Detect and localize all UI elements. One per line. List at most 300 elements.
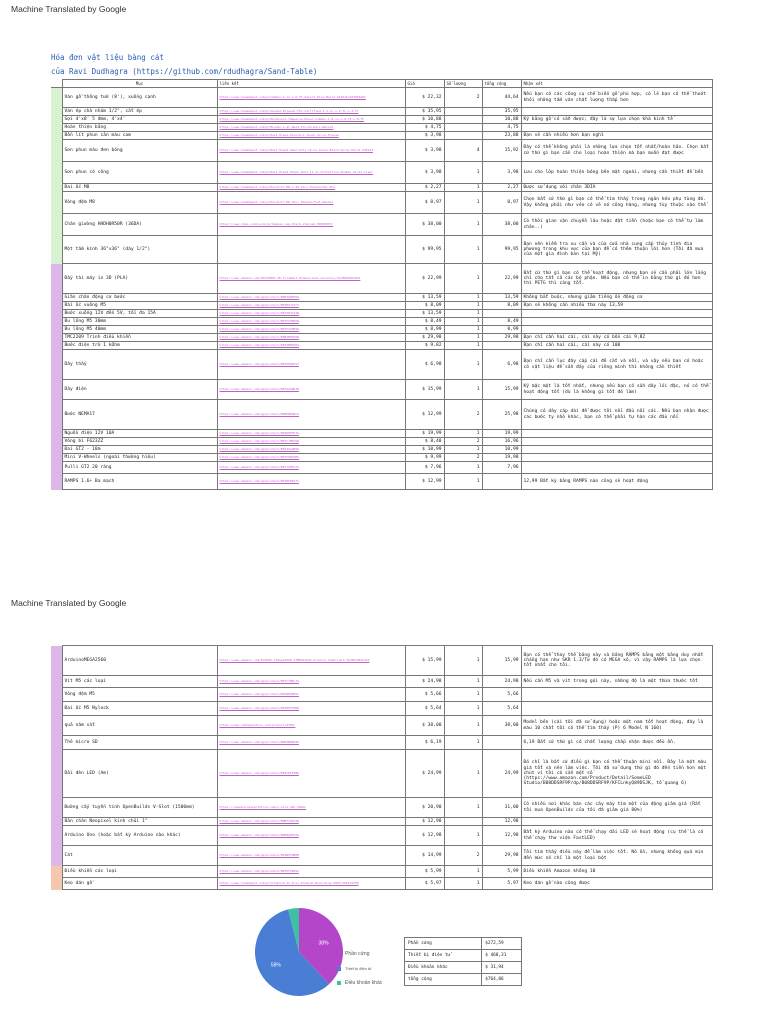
table-row (51, 380, 712, 400)
item-link[interactable]: https://www.amazon.com/gp/product/B00PNEQKC0 (217, 400, 405, 430)
item-name: Vít M5 các loại (62, 676, 217, 688)
table-row (51, 124, 712, 132)
item-price: $ 99,95 (405, 236, 444, 264)
table-row (51, 716, 712, 736)
item-note: Không bắt buộc, nhưng giảm tiếng ồn động cơ (521, 294, 712, 302)
item-link[interactable]: https://www.homedepot.com/p/Rust-Oleum-Specialty-12-oz-Gloss-Black-Spray-Paint-249122 (217, 140, 405, 162)
item-name: Bước NEMA17 (62, 400, 217, 430)
item-link[interactable]: https://www.amazon.com/ELEGOO-ATmega2560-ATMEGA16U2-Arduino-Compliant/dp/B01H4ZLZLQ (217, 646, 405, 676)
item-price: $ 22,99 (405, 264, 444, 294)
item-total: 24,98 (482, 676, 521, 688)
item-note: Có nhiều nơi khác bán các cây mày tìm một của động giảm giá (Rất tôi mua OpenBuilds của tôi đã giảm giá 80%) (521, 798, 712, 818)
item-link[interactable]: https://www.homedepot.com/p/Common-1-in-x-6-ft-Select-Pine-Board-914916/203056401 (217, 88, 405, 108)
legend-label: Thiết bị điện tử (345, 966, 372, 971)
category-band-purple (51, 646, 62, 866)
item-name: Vòng đệm M5 (62, 688, 217, 702)
item-qty: 1 (444, 334, 482, 342)
item-qty: 1 (444, 736, 482, 750)
item-total: 2,27 (482, 184, 521, 192)
item-link[interactable]: https://www.homedepot.com/p/Titebond-II-8-oz-Premium-Wood-Glue-5003/100122258 (217, 878, 405, 890)
item-price: $ 8,49 (405, 318, 444, 326)
item-price: $ 15,99 (405, 646, 444, 676)
item-total: 99,95 (482, 236, 521, 264)
item-note: Bạn chỉ cần hai cái, cái này có bốn cái 9,82 (521, 334, 712, 342)
table-row (51, 214, 712, 236)
item-price: $ 7,96 (405, 462, 444, 474)
item-name: Đai ốc M8 (62, 184, 217, 192)
item-link[interactable]: https://www.amazon.com/gp/product/B07FZZ8QVN (217, 318, 405, 326)
bill-of-materials-table-page2 (51, 645, 713, 890)
table-row (51, 400, 712, 430)
table-row (51, 646, 712, 676)
item-note (521, 318, 712, 326)
summary-row (405, 974, 522, 986)
item-link[interactable]: https://www.amazon.com/gp/product/B07H9J3JCY (217, 302, 405, 310)
chart-legend (337, 951, 382, 995)
item-total: 4,75 (482, 124, 521, 132)
item-link[interactable]: https://www.amazon.com/HATCHBOX-3D-Filament-Dimensional-Accuracy/dp/B00J0ECR5I (217, 264, 405, 294)
item-link[interactable]: https://www.homedepot.com/p/Everbilt-M8-1-25-Zinc-Plated-Hex-Nut (217, 184, 405, 192)
item-price: $ 10,99 (405, 446, 444, 454)
item-total: 44,64 (482, 88, 521, 108)
header-blank (51, 80, 62, 88)
item-name: Ván gỗ thông tườ (8'), xuống cạnh (62, 88, 217, 108)
item-total: 10,88 (482, 116, 521, 124)
table-row (51, 866, 712, 878)
item-price: $ 0,97 (405, 192, 444, 214)
item-note: Kỹ bằng gỗ có sẵn được; đây là sự lựa chọn khá kinh tế (521, 116, 712, 124)
table-row (51, 326, 712, 334)
table-row (51, 446, 712, 454)
item-link[interactable]: https://www.amazon.com/gp/product/B01D8FM71S (217, 430, 405, 438)
item-qty: 1 (444, 380, 482, 400)
item-qty: 1 (444, 318, 482, 326)
legend-swatch (337, 967, 341, 971)
header-qty: Số lượng (444, 80, 482, 88)
item-link[interactable] (217, 236, 405, 264)
item-link[interactable]: https://www.amazon.com/gp/product/B07G2SWDJ8 (217, 380, 405, 400)
cost-breakdown-chart (233, 884, 401, 1020)
item-total: 13,59 (482, 294, 521, 302)
summary-row (405, 962, 522, 974)
item-name: Bước điện trở 1 kOhm (62, 342, 217, 350)
table-row (51, 438, 712, 446)
item-link[interactable]: https://www.amazon.com/gp/product/B06XQWMT6Q (217, 294, 405, 302)
item-total: 35,95 (482, 108, 521, 116)
item-price: $ 13,59 (405, 294, 444, 302)
item-total: 6,98 (482, 350, 521, 380)
item-name: Arduino Uno (hoặc bất kỳ Arduino nào khác) (62, 826, 217, 846)
item-qty (444, 108, 482, 116)
summary-label: Điều khoản khác (405, 962, 482, 974)
item-total: 38,00 (482, 214, 521, 236)
item-qty: 1 (444, 878, 482, 890)
header-note: Nhận xét (521, 80, 712, 88)
table-row (51, 132, 712, 140)
legend-item-hardware (337, 951, 382, 957)
item-name: Vòng bi F623ZZ (62, 438, 217, 446)
item-link[interactable]: https://www.homedepot.com/p/Sanded-Plywood-FSC-Certified-1-2-in-x-2-ft-x-4-ft (217, 108, 405, 116)
legend-label: Điều khoản khác (345, 980, 383, 986)
item-qty: 1 (444, 750, 482, 798)
item-qty: 1 (444, 688, 482, 702)
item-price: $ 5,99 (405, 866, 444, 878)
legend-item-electronics (337, 966, 382, 971)
table-row (51, 350, 712, 380)
document-subtitle: của Ravi Dudhagra (https://github.com/rdudhagra/Sand-Table) (51, 67, 318, 76)
item-name: Mini V-Wheels (ngoài thường hiệu) (62, 454, 217, 462)
item-note: Tôi tìm thấy điều này để làm việc tốt. Nó ổn, nhưng không quá mịn đến mức nó chỉ là một loại bột (521, 846, 712, 866)
item-qty: 2 (444, 88, 482, 108)
item-total: 10,99 (482, 446, 521, 454)
header-item: Mục (62, 80, 217, 88)
item-total (482, 474, 521, 490)
item-qty: 1 (444, 798, 482, 818)
item-link[interactable]: https://www.amazon.com/gp/product/B0BY3VKLV8 (217, 818, 405, 826)
item-total: 29,98 (482, 846, 521, 866)
item-price: $ 5,97 (405, 878, 444, 890)
item-name: Đai GT2 - 10m (62, 446, 217, 454)
item-name: Bản chân Neopixel kinh chủi 1" (62, 818, 217, 826)
table-row (51, 454, 712, 462)
legend-swatch (337, 981, 341, 985)
table-row (51, 750, 712, 798)
item-name: Vòng đệm M8 (62, 192, 217, 214)
summary-value: $272,59 (482, 938, 522, 950)
item-name: Bài ốc vuông M5 (62, 302, 217, 310)
item-name: Bốn lít phun cản màu cam (62, 132, 217, 140)
document-title: Hóa đơn vật liệu bàng cát (51, 53, 164, 62)
item-total: 25,98 (482, 400, 521, 430)
item-link[interactable]: https://www.amazon.com/gp/product/B07FQ87QHX (217, 454, 405, 462)
item-total: 23,88 (482, 132, 521, 140)
item-note: Keo dán gỗ nào cũng được (521, 878, 712, 890)
summary-value: $764,86 (482, 974, 522, 986)
item-name: Bu lông M5 30mm (62, 318, 217, 326)
item-link[interactable]: https://www.amazon.com/gp/product/B01CDTEJBG (217, 750, 405, 798)
item-total: 19,98 (482, 454, 521, 462)
item-link[interactable]: https://www.amazon.com/gp/product/B008GRTSV6 (217, 826, 405, 846)
item-name: Đầy tài máy in 3D (PLA) (62, 264, 217, 294)
item-total: 15,99 (482, 646, 521, 676)
category-band-green (51, 88, 62, 264)
item-qty: 1 (444, 162, 482, 184)
item-qty (444, 116, 482, 124)
item-qty: 4 (444, 140, 482, 162)
item-name: Điều khiển các loại (62, 866, 217, 878)
item-note: Chúng có dây cáp dài để được tôi nối đầu nối cái. Nếu bạn nhận được các bước ty nhỏ khác, bạn có thể phải tự hàn các đầu nối (521, 400, 712, 430)
item-link[interactable]: https://www.cmsmagnetics.com/product/9309/ (217, 716, 405, 736)
table-row (51, 826, 712, 846)
item-note: 12,99 Bất kỳ bảng RAMPS nào cũng sẽ hoạt động (521, 474, 712, 490)
item-link[interactable]: https://www.homedepot.com/p/Minwax-1-qt-Wood-Finish-Dark-Walnut (217, 124, 405, 132)
item-total: 5,97 (482, 878, 521, 890)
cost-summary-table (404, 937, 522, 986)
item-name: Sơn phun màu đen bóng (62, 140, 217, 162)
item-price: $ 35,95 (405, 108, 444, 116)
item-price: $ 6,98 (405, 350, 444, 380)
item-link[interactable]: https://www.amazon.com/gp/product/B07FZZ9M1K (217, 326, 405, 334)
item-qty: 1 (444, 866, 482, 878)
item-note: Bạn sẽ cần nhiều hơn bạn nghĩ (521, 132, 712, 140)
bill-of-materials-table (51, 79, 713, 490)
table-row (51, 294, 712, 302)
item-name: Đai ốc M5 Nylock (62, 702, 217, 716)
item-qty: 1 (444, 302, 482, 310)
item-note: Đây có thể không phải là những lựa chọn tốt nhất/hoàn hảo. Chọn bất cứ thứ gì bạn cần cho loại hoàn thiện mà bạn muốn đạt được (521, 140, 712, 162)
item-price: $ 3,98 (405, 140, 444, 162)
item-qty: 1 (444, 310, 482, 318)
item-total: 8,49 (482, 318, 521, 326)
legend-label: Phần cứng (345, 951, 370, 957)
item-total: 8,09 (482, 302, 521, 310)
item-total: 38,00 (482, 716, 521, 736)
item-total: 16,96 (482, 438, 521, 446)
item-price: $ 10,88 (405, 116, 444, 124)
item-total: 15,92 (482, 140, 521, 162)
table-row (51, 342, 712, 350)
item-link[interactable]: https://www.amazon.com/gp/product/B07RFRP1TT (217, 474, 405, 490)
item-note: Model bên (cái tôi đã sử dụng) hoặc một nam tốt hoạt động, đây là màu 10 chất tôi có thể tìm thấy (P) 6 Model N 160) (521, 716, 712, 736)
item-note: Bạn nên kiểm tra xu cần và của cửa nhà cung cấp thủy tinh địa phương trong khu vực của bạn để có thêm thuận lời hơn (Tôi đã mua của một gia đình bán tại Mỹ) (521, 236, 712, 264)
item-link[interactable]: https://www.homedepot.com/p/Hardboard-Tempered-Panel-Common-1-8-in-x-4-ft-x-8-ft (217, 116, 405, 124)
item-total: 24,99 (482, 750, 521, 798)
header-price: Giá (405, 80, 444, 88)
item-link[interactable]: https://www.amazon.com/gp/product/B07CYNKLT2 (217, 676, 405, 688)
table-row (51, 462, 712, 474)
item-total: 29,98 (482, 334, 521, 342)
item-note (521, 446, 712, 454)
item-price: $ 29,98 (405, 334, 444, 342)
item-qty: 1 (444, 214, 482, 236)
item-price: $ 38,00 (405, 716, 444, 736)
item-qty: 1 (444, 474, 482, 490)
item-price: $ 3,98 (405, 162, 444, 184)
item-link[interactable]: https://www.amazon.com/gp/product/B07DFZR4S4 (217, 866, 405, 878)
item-note: Bạn có thể thay thế bảng này và bảng RAMPS bằng một bảng duy nhất chẳng hạn như SKR 1.3/Từ đó có MEGA xỏ, vì vậy RAMPS là lựa chọn tốt nhất cho tôi. (521, 646, 712, 676)
item-note (521, 430, 712, 438)
item-name: quả nâm sắt (62, 716, 217, 736)
item-price: $ 12,98 (405, 826, 444, 846)
item-total: 3,98 (482, 162, 521, 184)
item-link[interactable]: https://www.amazon.com/gp/product/B07H8YYPMQ (217, 702, 405, 716)
item-name: Dải đèn LED (Am) (62, 750, 217, 798)
pie-slice-label: 38% (318, 940, 329, 947)
item-qty: 1 (444, 446, 482, 454)
item-price: $ 5,64 (405, 702, 444, 716)
item-total: 15,99 (482, 380, 521, 400)
item-qty (444, 124, 482, 132)
item-name: Ván ép chà nhám 1/2", cắt ép (62, 108, 217, 116)
item-name: Sơn phun có công (62, 162, 217, 184)
table-row (51, 846, 712, 866)
item-note: Bất cứ thứ gì bạn có thể hoạt động, nhưng bạn sẽ cần phải lớn lắng chỉ cho tất cả các bộ phận. Nếu bạn có thể in bằng thứ gì đó hơn thì PETG thì càng tốt. (521, 264, 712, 294)
item-price: $ 6,19 (405, 736, 444, 750)
item-note: Bạn sẽ không cần nhiều thứ này 13,59 (521, 302, 712, 310)
item-qty: 1 (444, 462, 482, 474)
item-note: Bạn chỉ cần hai cái, cái này có 100 (521, 342, 712, 350)
item-link[interactable]: https://www.amazon.com/gp/product/B06XWN9Q99 (217, 736, 405, 750)
item-name: Keo dán gỗ (62, 878, 217, 890)
item-name: RAMPS 1.6+ Ba mạch (62, 474, 217, 490)
summary-label: Thiết bị điện tử (405, 950, 482, 962)
item-link[interactable]: https://www.amazon.com/gp/product/B07CJMDJGB (217, 438, 405, 446)
item-note: Điều khiển Amazon không 10 (521, 866, 712, 878)
item-total (482, 736, 521, 750)
item-note: Kỹ mặc một là tốt nhất, nhưng nếu bạn có sẵn dây lõi đặc, nó có thể hoạt động tốt (dù là không gì tốt đó làm) (521, 380, 712, 400)
table-row (51, 264, 712, 294)
item-name: Dây thấy (62, 350, 217, 380)
item-note (521, 108, 712, 116)
item-qty: 1 (444, 342, 482, 350)
summary-label: tổng cộng (405, 974, 482, 986)
item-total: 31,00 (482, 798, 521, 818)
table-row (51, 162, 712, 184)
item-note: Bạn chỉ cần lục đây cắp cái đê cắt và nối, và vậy nếu bạn có hoặc có vật liệu để sẵn đây của riêng mình thì không cần thiết (521, 350, 712, 380)
table-row (51, 318, 712, 326)
item-qty: 2 (444, 438, 482, 446)
item-name: Hoàn thiện bằng (62, 124, 217, 132)
item-name: Chân giường HHDH0R50R (36DA) (62, 214, 217, 236)
item-total: 8,99 (482, 326, 521, 334)
item-qty: 1 (444, 326, 482, 334)
item-qty: 1 (444, 702, 482, 716)
item-price: $ 9,82 (405, 342, 444, 350)
item-price: $ 20,90 (405, 798, 444, 818)
item-price: $ 15,99 (405, 380, 444, 400)
item-note (521, 702, 712, 716)
item-note (521, 688, 712, 702)
item-link[interactable]: https://www.homedepot.com/p/Rust-Oleum-Painters-Touch-12-oz-Orange (217, 132, 405, 140)
item-total: 7,96 (482, 462, 521, 474)
table-row (51, 184, 712, 192)
item-total: 5,66 (482, 688, 521, 702)
item-price: $ 9,99 (405, 454, 444, 462)
item-qty: 1 (444, 716, 482, 736)
category-band-purple (51, 264, 62, 490)
item-note (521, 438, 712, 446)
item-price: $ 38,00 (405, 214, 444, 236)
item-name: Một tấm kính 36"x36" (dày 1/2") (62, 236, 217, 264)
item-qty: 1 (444, 192, 482, 214)
table-row (51, 688, 712, 702)
item-total: 22,99 (482, 264, 521, 294)
item-link[interactable]: https://www.amazon.com/gp/product/B014SLWP50 (217, 446, 405, 454)
pie-slice-label: 58% (270, 962, 281, 969)
item-qty: 1 (444, 236, 482, 264)
item-total: 12,98 (482, 818, 521, 826)
item-name: Pulli GT2 20 răng (62, 462, 217, 474)
item-note (521, 124, 712, 132)
item-total: 5,64 (482, 702, 521, 716)
table-row (51, 88, 712, 108)
item-price: $ 8,99 (405, 326, 444, 334)
item-name: Sợi 4'x8' 5 đmm, 4'x4' (62, 116, 217, 124)
item-link[interactable]: https://www.amazon.com/gp/product/B077GMYVJX (217, 462, 405, 474)
item-note: Lưu cho lớp hoàn thiện bóng bên mặt ngoài, nhưng cần thiết để bền (521, 162, 712, 184)
item-qty: 1 (444, 264, 482, 294)
item-price: $ 12,99 (405, 400, 444, 430)
summary-label: Phần cứng (405, 938, 482, 950)
item-note: Đó chỉ là bất cứ điều gì bạn có thể thuận mini nối. Đây là một màu giá tốt và nên làm việc. Tôi đã sử dụng thứ gì đó đến tiền hơn một chút vì tôi có sẵn một số (https://www.amazon.com/Product/Detail/SomeLED Studio/B08DDSRF9P/dp/B08DDSRF9P/KFCLnkyQ89DSJK, tổ quang 6) (521, 750, 712, 798)
item-total: 19,99 (482, 430, 521, 438)
item-name: Cát (62, 846, 217, 866)
item-link[interactable]: https://www.amazon.com/gp/product/B08SMDZ56B (217, 334, 405, 342)
item-total: 12,98 (482, 826, 521, 846)
item-name: Giãn chân động cơ bước (62, 294, 217, 302)
item-price: $ 19,99 (405, 430, 444, 438)
item-qty: 1 (444, 430, 482, 438)
item-note: Bất kỳ Arduino nào có thể chạy dải LED sẽ hoạt động (cụ thể là có thể chạy thư viện FastLED) (521, 826, 712, 846)
item-note: Có thời gian vận chuyển lâu hoặc đặt tiền (hoặc bạn có thể tự làm chân..) (521, 214, 712, 236)
table-row (51, 430, 712, 438)
item-link[interactable]: https://www.amazon.com/gp/product/B07SBNTQ63 (217, 342, 405, 350)
item-price: $ 8,09 (405, 302, 444, 310)
item-price: $ 24,98 (405, 676, 444, 688)
item-total (482, 310, 521, 318)
item-link[interactable]: https://www.amazon.com/gp/product/B076P4C42B (217, 310, 405, 318)
item-link[interactable]: https://www.ikea.com/us/en/p/hemnes-leg-black-stained-00306833/ (217, 214, 405, 236)
item-link[interactable]: https://openbuildspartstore.com/v-slot-20x-20mm/ (217, 798, 405, 818)
item-note: 6,19 Bất cứ thứ gì có chất lượng chấp nhận được đều ổn. (521, 736, 712, 750)
item-link[interactable]: https://www.amazon.com/gp/product/B07PPQWTS7 (217, 350, 405, 380)
item-name: Nguồn điện 12V 10A (62, 430, 217, 438)
item-price: $ 5,66 (405, 688, 444, 702)
legend-item-misc (337, 980, 382, 986)
item-name: Đường cấy tuyến tính OpenBuilds V-Slot (1500mm) (62, 798, 217, 818)
item-qty (444, 132, 482, 140)
table-row (51, 798, 712, 818)
item-name: Bu lông M5 40mm (62, 326, 217, 334)
item-total (482, 342, 521, 350)
table-row (51, 236, 712, 264)
header-total: tổng cộng (482, 80, 521, 88)
item-price: $ 24,99 (405, 750, 444, 798)
item-price: $ 13,59 (405, 310, 444, 318)
item-qty (444, 818, 482, 826)
summary-row (405, 938, 522, 950)
item-price: $ 4,75 (405, 124, 444, 132)
item-price: $ 2,27 (405, 184, 444, 192)
item-qty: 2 (444, 454, 482, 462)
item-name: TMC2209 Trình điều khiển (62, 334, 217, 342)
legend-swatch (337, 952, 341, 956)
item-note: Nếu bạn có các công cụ chế biến gỗ phù hợp, có lẽ bạn có thể thoát khỏi những tấm ván chất lượng thấp hơn (521, 88, 712, 108)
table-row (51, 736, 712, 750)
machine-translated-label: Machine Translated by Google (11, 4, 127, 14)
item-link[interactable]: https://www.homedepot.com/p/Rust-Oleum-Stops-Rust-12-oz-Protective-Enamel-Gloss-Clear (217, 162, 405, 184)
summary-value: $ 460,31 (482, 950, 522, 962)
item-link[interactable]: https://www.amazon.com/gp/product/B01N9F0RMB (217, 846, 405, 866)
table-row (51, 334, 712, 342)
table-row (51, 702, 712, 716)
item-note: Nếu cần M5 và vít trong gói này, những độ là một thừa thước tốt (521, 676, 712, 688)
machine-translated-label-page2: Machine Translated by Google (11, 598, 127, 608)
item-qty: 1 (444, 676, 482, 688)
item-price: $ 12,98 (405, 818, 444, 826)
item-note: Chọn bất cứ thứ gì bạn có thể tìm thấy trong ngăn kéo phụ tùng đó. Vậy không phải như vẻo có vẻ nó công hàng, nhưng tùy thuộc vào thể (521, 192, 712, 214)
table-row (51, 310, 712, 318)
item-price: $ 8,48 (405, 438, 444, 446)
item-price: $ 12,99 (405, 474, 444, 490)
item-price: $ 22,32 (405, 88, 444, 108)
item-qty: 1 (444, 184, 482, 192)
item-link[interactable]: https://www.amazon.com/gp/product/B07WHXR9S7 (217, 688, 405, 702)
item-note: Được sử dụng với chân 3DIA (521, 184, 712, 192)
item-total: 0,97 (482, 192, 521, 214)
item-total: 5,99 (482, 866, 521, 878)
item-link[interactable]: https://www.homedepot.com/p/Everbilt-M8-Zinc-Plated-Flat-Washer (217, 192, 405, 214)
